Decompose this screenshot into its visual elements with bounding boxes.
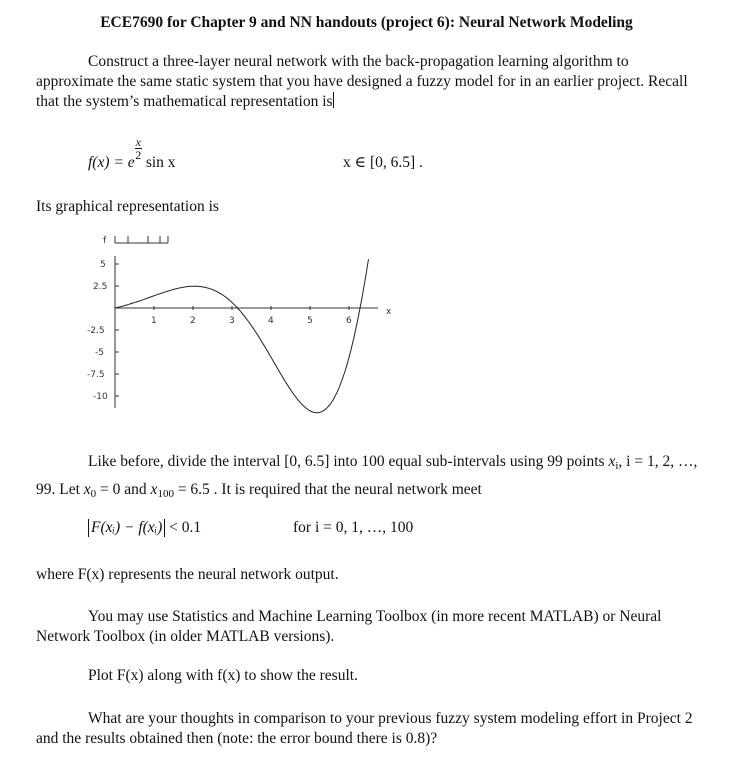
plot-instruction: Plot F(x) along with f(x) to show the result. [88,667,358,684]
y-tick-neg-7-5: -7.5 [87,370,105,380]
abs-expression: F(xᵢ) − f(xᵢ) [88,519,165,537]
x100-subscript: 100 [157,488,174,500]
x-tick-3: 3 [229,316,235,326]
x-tick-1: 1 [151,316,157,326]
index-range: for i = 0, 1, …, 100 [293,519,414,536]
document-title: ECE7690 for Chapter 9 and NN handouts (project 6): Neural Network Modeling [100,14,633,31]
intro-text: Construct a three-layer neural network with the back-propagation learning algorithm to approximate the same static system that you have designed a fuzzy model for in an earlier project. Recall that the system’s mathematical representation is [36,53,688,110]
thoughts-paragraph: What are your thoughts in comparison to your previous fuzzy system modeling effort in Project 2 and the results obtained then (note: the error bound there is 0.8)? [36,710,693,747]
divide-text-3: = 0 and [96,481,151,498]
x-axis [115,306,392,326]
equation-lhs: f(x) = e [88,154,135,171]
divide-text-1: Like before, divide the interval [0, 6.5] into 100 equal sub-intervals using 99 points [88,453,609,470]
plot-toolbar [103,236,168,246]
y-tick-5: 5 [100,260,106,270]
xi-subscript: i [615,460,619,472]
y-tick-2-5: 2.5 [93,282,108,292]
x100-symbol: x [150,481,158,498]
x-axis-label: x [386,307,392,317]
xi-symbol: x [608,453,616,470]
divide-text-2: , i = 1, 2, …, 99. Let [36,453,698,498]
intro-paragraph [36,52,708,112]
x-tick-6: 6 [346,316,352,326]
y-tick-neg-10: -10 [93,392,108,402]
x-tick-5: 5 [307,316,313,326]
error-inequality [88,519,201,537]
exponent-denominator: 2 [135,148,142,162]
divide-text-4: = 6.5 . It is required that the neural network meet [173,481,482,498]
function-curve [115,259,369,413]
y-tick-neg-2-5: -2.5 [87,326,105,336]
divide-paragraph [36,450,708,506]
error-bound: < 0.1 [169,519,202,536]
y-tick-neg-5: -5 [95,348,104,358]
function-plot [70,228,410,428]
equation-rhs: sin x [145,154,176,171]
x-tick-4: 4 [268,316,274,326]
x0-subscript: 0 [90,488,97,500]
toolbox-paragraph: You may use Statistics and Machine Learning Toolbox (in more recent MATLAB) or Neural Network Toolbox (in older MATLAB versions). [36,608,662,645]
where-paragraph: where F(x) represents the neural network output. [36,566,339,583]
exponent-numerator: x [135,135,141,149]
x0-symbol: x [83,481,91,498]
x-tick-2: 2 [190,316,196,326]
exponent-fraction [135,136,142,161]
graph-intro-text: Its graphical representation is [36,198,219,215]
equation-domain: x ∈ [0, 6.5] . [343,154,423,171]
y-axis [87,256,119,408]
y-axis-label: f [103,236,107,246]
function-equation [88,136,176,172]
text-cursor [333,92,334,108]
